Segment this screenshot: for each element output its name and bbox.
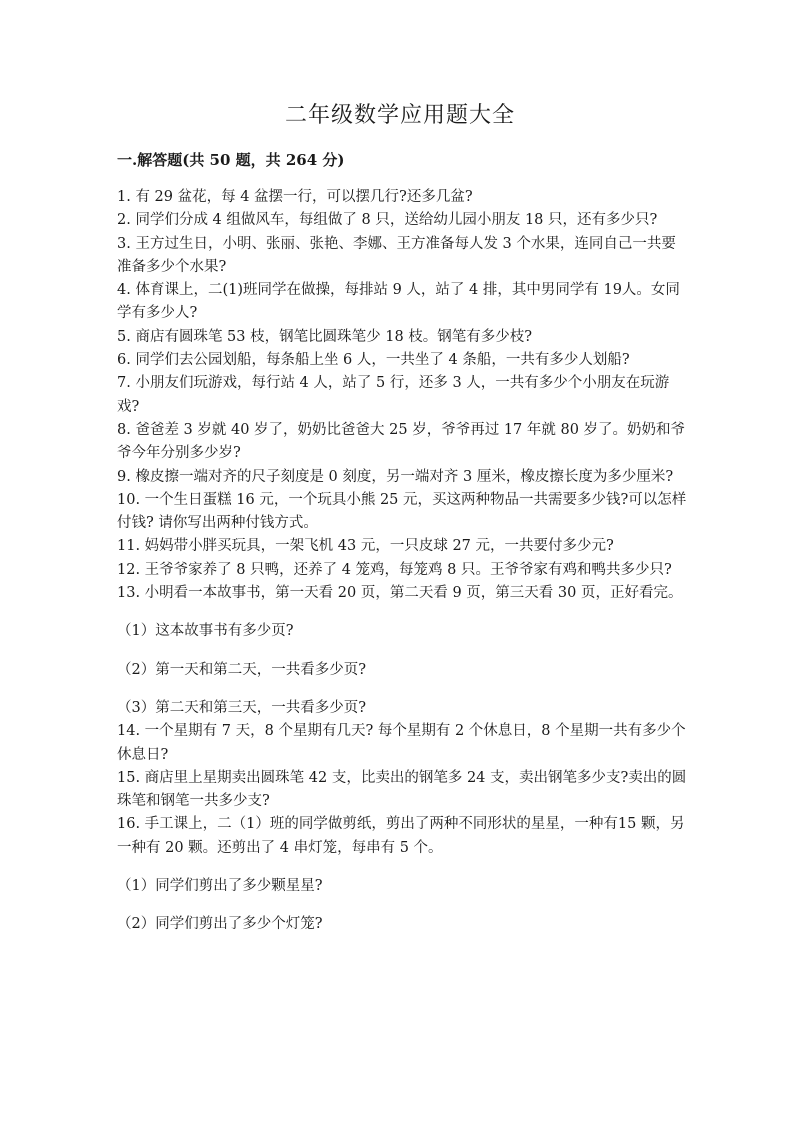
question-13: 13. 小明看一本故事书，第一天看 20 页，第二天看 9 页，第三天看 30 页，正好看完。 (117, 585, 683, 602)
question-list (117, 186, 687, 937)
question-13-sub-3: （3）第二天和第三天，一共看多少页? (117, 699, 366, 716)
question-16-sub-2: （2）同学们剪出了多少个灯笼? (117, 916, 323, 933)
question-3: 3. 王方过生日，小明、张丽、张艳、李娜、王方准备每人发 3 个水果，连同自己一共要准备多少个水果? (117, 235, 676, 275)
question-13-sub-2: （2）第一天和第二天，一共看多少页? (117, 661, 366, 678)
question-13-sub-1: （1）这本故事书有多少页? (117, 623, 294, 640)
question-8: 8. 爸爸差 3 岁就 40 岁了，奶奶比爸爸大 25 岁，爷爷再过 17 年就 80 岁了。奶奶和爷爷今年分别多少岁? (117, 421, 686, 462)
question-7: 7. 小朋友们玩游戏，每行站 4 人，站了 5 行，还多 3 人，一共有多少个小朋友在玩游戏? (117, 375, 670, 415)
question-14: 14. 一个星期有 7 天，8 个星期有几天? 每个星期有 2 个休息日，8 个星期一共有多少个休息日? (117, 723, 686, 763)
question-1: 1. 有 29 盆花，每 4 盆摆一行，可以摆几行?还多几盆? (117, 189, 473, 205)
question-9: 9. 橡皮擦一端对齐的尺子刻度是 0 刻度，另一端对齐 3 厘米，橡皮擦长度为多少厘米? (117, 468, 674, 485)
question-12: 12. 王爷爷家养了 8 只鸭，还养了 4 笼鸡，每笼鸡 8 只。王爷爷家有鸡和鸭共多少只? (117, 561, 672, 578)
page-title: 二年级数学应用题大全 (284, 103, 515, 128)
question-2: 2. 同学们分成 4 组做风车，每组做了 8 只，送给幼儿园小朋友 18 只，还有多少只? (117, 212, 658, 229)
question-5: 5. 商店有圆珠笔 53 枝，钢笔比圆珠笔少 18 枝。钢笔有多少枝? (117, 328, 533, 345)
question-6: 6. 同学们去公园划船，每条船上坐 6 人，一共坐了 4 条船，一共有多少人划船? (117, 352, 630, 369)
section-heading: 一.解答题(共 50 题，共 264 分) (117, 151, 345, 169)
question-4: 4. 体育课上，二(1)班同学在做操，每排站 9 人，站了 4 排，其中男同学有 19人。女同学有多少人? (117, 282, 680, 322)
question-16-sub-1: （1）同学们剪出了多少颗星星? (117, 878, 323, 895)
question-16: 16. 手工课上，二（1）班的同学做剪纸，剪出了两种不同形状的星星，一种有15 颗，另一种有 20 颗。还剪出了 4 串灯笼，每串有 5 个。 (117, 816, 685, 856)
question-11: 11. 妈妈带小胖买玩具，一架飞机 43 元，一只皮球 27 元，一共要付多少元? (117, 538, 614, 555)
question-10: 10. 一个生日蛋糕 16 元，一个玩具小熊 25 元，买这两种物品一共需要多少钱?可以怎样付钱? 请你写出两种付钱方式。 (117, 491, 687, 532)
question-15: 15. 商店里上星期卖出圆珠笔 42 支，比卖出的钢笔多 24 支，卖出钢笔多少支?卖出的圆珠笔和钢笔一共多少支? (117, 769, 687, 810)
